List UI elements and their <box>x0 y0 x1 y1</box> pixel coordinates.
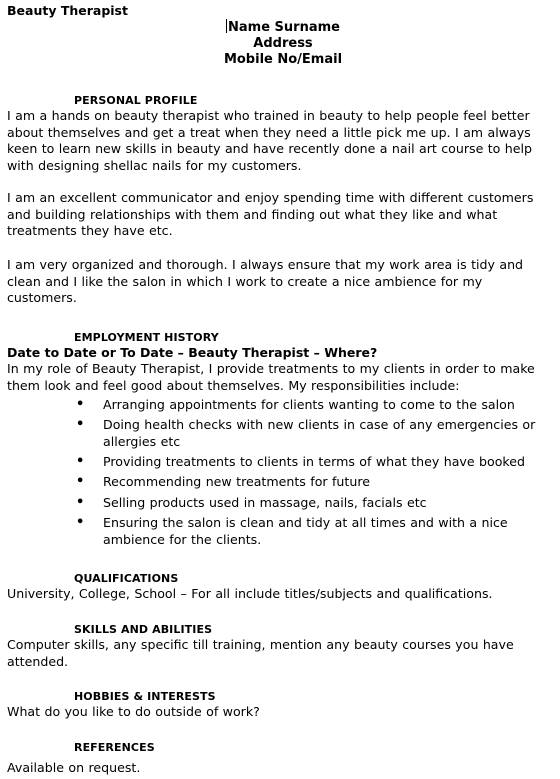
job-intro: In my role of Beauty Therapist, I provide treatments to my clients in order to make them look and feel good about themselves. My responsibilities include: <box>7 361 535 393</box>
skills-text: Computer skills, any specific till training, mention any beauty courses you have attended. <box>7 637 514 669</box>
list-item <box>0 515 555 548</box>
profile-paragraph-3: I am very organized and thorough. I always ensure that my work area is tidy and clean and I like the salon in which I work to create a nice ambience for my customers. <box>7 257 524 306</box>
bullet-icon: • <box>76 515 85 530</box>
responsibility-text: Doing health checks with new clients in case of any emergencies or allergies etc <box>103 417 536 449</box>
heading-skills: SKILLS AND ABILITIES <box>74 623 213 636</box>
hobbies-text: What do you like to do outside of work? <box>7 704 260 719</box>
heading-references: REFERENCES <box>74 741 155 754</box>
responsibility-text: Arranging appointments for clients wanting to come to the salon <box>103 397 515 412</box>
bullet-icon: • <box>76 417 85 433</box>
list-item <box>0 474 555 491</box>
contact-name: Name Surname <box>228 20 340 35</box>
profile-paragraph-1: I am a hands on beauty therapist who trained in beauty to help people feel better about themselves and get a treat when they need a little pick me up. I am always keen to learn new skills in beauty and have recently done a nail art course to help with designing shellac nails for my customers. <box>7 108 532 173</box>
heading-personal-profile: PERSONAL PROFILE <box>74 94 198 107</box>
responsibility-text: Providing treatments to clients in terms of what they have booked <box>103 454 526 470</box>
contact-mobile-email: Mobile No/Email <box>223 52 343 67</box>
text-cursor <box>226 19 227 33</box>
qualifications-text: University, College, School – For all include titles/subjects and qualifications. <box>7 586 493 601</box>
responsibility-text: Selling products used in massage, nails, facials etc <box>103 494 427 510</box>
document-title: Beauty Therapist <box>7 3 128 18</box>
heading-employment-history: EMPLOYMENT HISTORY <box>74 331 219 344</box>
responsibility-text: Ensuring the salon is clean and tidy at all times and with a nice ambience for the clients. <box>103 515 508 547</box>
contact-name-line <box>0 19 560 36</box>
responsibilities-list <box>0 397 560 552</box>
responsibility-text: Recommending new treatments for future <box>103 474 370 490</box>
contact-address: Address <box>253 36 313 51</box>
heading-hobbies: HOBBIES & INTERESTS <box>74 690 216 703</box>
job-title: Date to Date or To Date – Beauty Therapist – Where? <box>7 345 378 360</box>
list-item <box>0 454 555 471</box>
bullet-icon: • <box>76 454 85 470</box>
bullet-icon: • <box>76 397 85 412</box>
bullet-icon: • <box>76 494 85 510</box>
references-text: Available on request. <box>7 760 141 775</box>
heading-qualifications: QUALIFICATIONS <box>74 572 179 585</box>
list-item <box>0 495 555 512</box>
contact-block <box>0 19 560 68</box>
bullet-icon: • <box>76 474 85 490</box>
profile-paragraph-2: I am an excellent communicator and enjoy spending time with different customers and building relationships with them and finding out what they like and what treatments they have etc. <box>7 190 534 239</box>
list-item <box>0 397 555 414</box>
list-item <box>0 417 555 450</box>
